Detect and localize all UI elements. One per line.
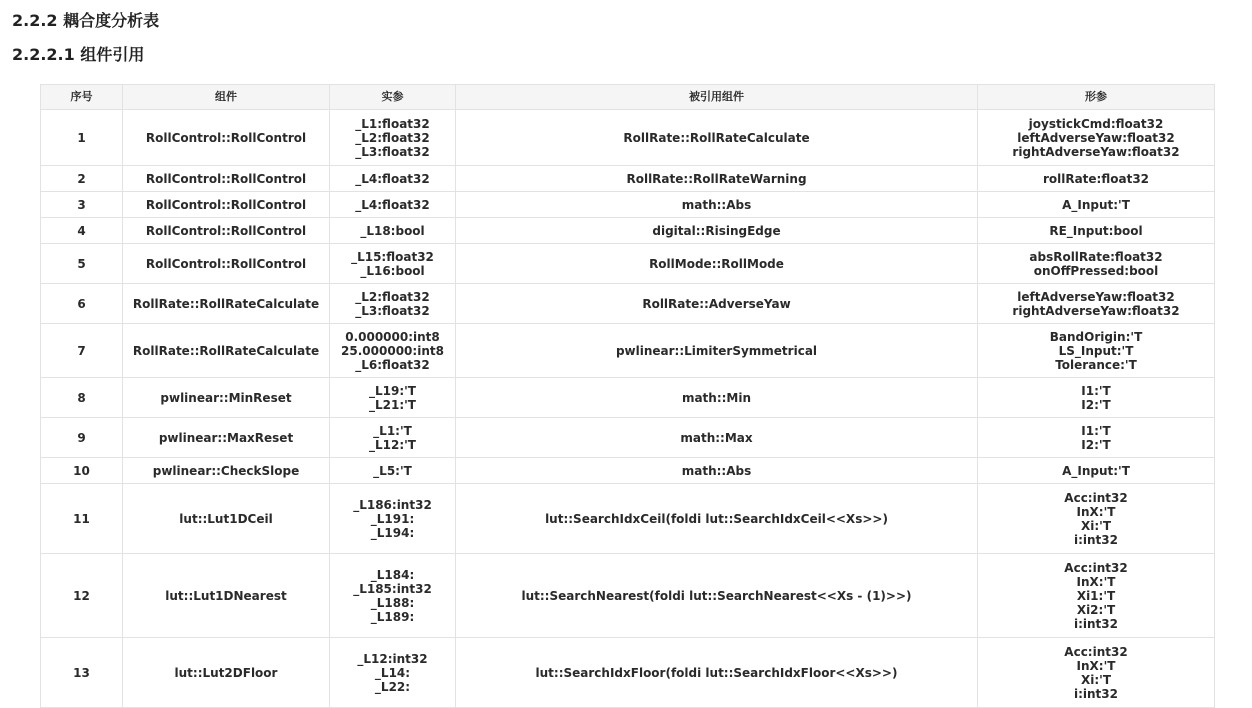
formal-param-cell: Acc:int32 InX:'T Xi1:'T Xi2:'T i:int32 [978,554,1215,638]
table-row [41,324,1215,378]
component-cell: lut::Lut1DCeil [123,484,330,554]
row-index-cell: 6 [41,284,123,324]
section-heading: 2.2.2 耦合度分析表 [12,11,160,30]
actual-param-cell: _L186:int32 _L191: _L194: [330,484,456,554]
actual-param-cell: _L1:float32 _L2:float32 _L3:float32 [330,110,456,166]
component-cell: RollControl::RollControl [123,192,330,218]
actual-param-cell: 0.000000:int8 25.000000:int8 _L6:float32 [330,324,456,378]
table-row [41,554,1215,638]
component-cell: lut::Lut2DFloor [123,638,330,708]
actual-param-cell: _L15:float32 _L16:bool [330,244,456,284]
component-header: 组件 [123,85,330,110]
row-index-cell: 1 [41,110,123,166]
referenced-component-cell: math::Abs [456,458,978,484]
row-index-cell: 3 [41,192,123,218]
table-header [41,85,1215,110]
actual-param-cell: _L5:'T [330,458,456,484]
actual-param-cell: _L1:'T _L12:'T [330,418,456,458]
referenced-component-cell: pwlinear::LimiterSymmetrical [456,324,978,378]
referenced-component-cell: RollMode::RollMode [456,244,978,284]
formal-param-cell: joystickCmd:float32 leftAdverseYaw:float32 rightAdverseYaw:float32 [978,110,1215,166]
formal-param-cell: I1:'T I2:'T [978,418,1215,458]
formal-param-cell: BandOrigin:'T LS_Input:'T Tolerance:'T [978,324,1215,378]
actual-param-cell: _L12:int32 _L14: _L22: [330,638,456,708]
index-header: 序号 [41,85,123,110]
formal-param-cell: A_Input:'T [978,458,1215,484]
referenced-component-header: 被引用组件 [456,85,978,110]
header-row [41,85,1215,110]
table-row [41,166,1215,192]
referenced-component-cell: digital::RisingEdge [456,218,978,244]
component-cell: RollRate::RollRateCalculate [123,284,330,324]
referenced-component-cell: math::Max [456,418,978,458]
subsection-heading: 2.2.2.1 组件引用 [12,45,145,64]
table-body [41,110,1215,708]
table-row [41,458,1215,484]
formal-param-cell: A_Input:'T [978,192,1215,218]
row-index-cell: 5 [41,244,123,284]
formal-param-cell: RE_Input:bool [978,218,1215,244]
referenced-component-cell: lut::SearchIdxCeil(foldi lut::SearchIdxCeil<<Xs>>) [456,484,978,554]
formal-param-cell: leftAdverseYaw:float32 rightAdverseYaw:float32 [978,284,1215,324]
actual-param-cell: _L2:float32 _L3:float32 [330,284,456,324]
referenced-component-cell: math::Min [456,378,978,418]
formal-param-cell: Acc:int32 InX:'T Xi:'T i:int32 [978,638,1215,708]
actual-param-cell: _L4:float32 [330,192,456,218]
formal-param-cell: absRollRate:float32 onOffPressed:bool [978,244,1215,284]
row-index-cell: 4 [41,218,123,244]
table-row [41,378,1215,418]
referenced-component-cell: math::Abs [456,192,978,218]
actual-param-cell: _L18:bool [330,218,456,244]
table-row [41,638,1215,708]
component-cell: RollControl::RollControl [123,110,330,166]
component-cell: pwlinear::CheckSlope [123,458,330,484]
component-cell: pwlinear::MaxReset [123,418,330,458]
component-cell: RollControl::RollControl [123,218,330,244]
referenced-component-cell: RollRate::RollRateCalculate [456,110,978,166]
formal-param-header: 形参 [978,85,1215,110]
referenced-component-cell: RollRate::AdverseYaw [456,284,978,324]
referenced-component-cell: RollRate::RollRateWarning [456,166,978,192]
row-index-cell: 9 [41,418,123,458]
row-index-cell: 13 [41,638,123,708]
referenced-component-cell: lut::SearchIdxFloor(foldi lut::SearchIdxFloor<<Xs>>) [456,638,978,708]
table-row [41,284,1215,324]
formal-param-cell: rollRate:float32 [978,166,1215,192]
row-index-cell: 12 [41,554,123,638]
actual-param-cell: _L19:'T _L21:'T [330,378,456,418]
component-cell: RollControl::RollControl [123,244,330,284]
row-index-cell: 7 [41,324,123,378]
component-cell: lut::Lut1DNearest [123,554,330,638]
row-index-cell: 8 [41,378,123,418]
component-reference-table [40,84,1215,708]
table-row [41,418,1215,458]
actual-param-cell: _L184: _L185:int32 _L188: _L189: [330,554,456,638]
component-cell: RollRate::RollRateCalculate [123,324,330,378]
actual-param-header: 实参 [330,85,456,110]
formal-param-cell: I1:'T I2:'T [978,378,1215,418]
component-cell: pwlinear::MinReset [123,378,330,418]
table-row [41,218,1215,244]
component-cell: RollControl::RollControl [123,166,330,192]
row-index-cell: 10 [41,458,123,484]
table-row [41,192,1215,218]
referenced-component-cell: lut::SearchNearest(foldi lut::SearchNearest<<Xs - (1)>>) [456,554,978,638]
table-row [41,484,1215,554]
row-index-cell: 2 [41,166,123,192]
row-index-cell: 11 [41,484,123,554]
table-row [41,244,1215,284]
table-row [41,110,1215,166]
formal-param-cell: Acc:int32 InX:'T Xi:'T i:int32 [978,484,1215,554]
actual-param-cell: _L4:float32 [330,166,456,192]
